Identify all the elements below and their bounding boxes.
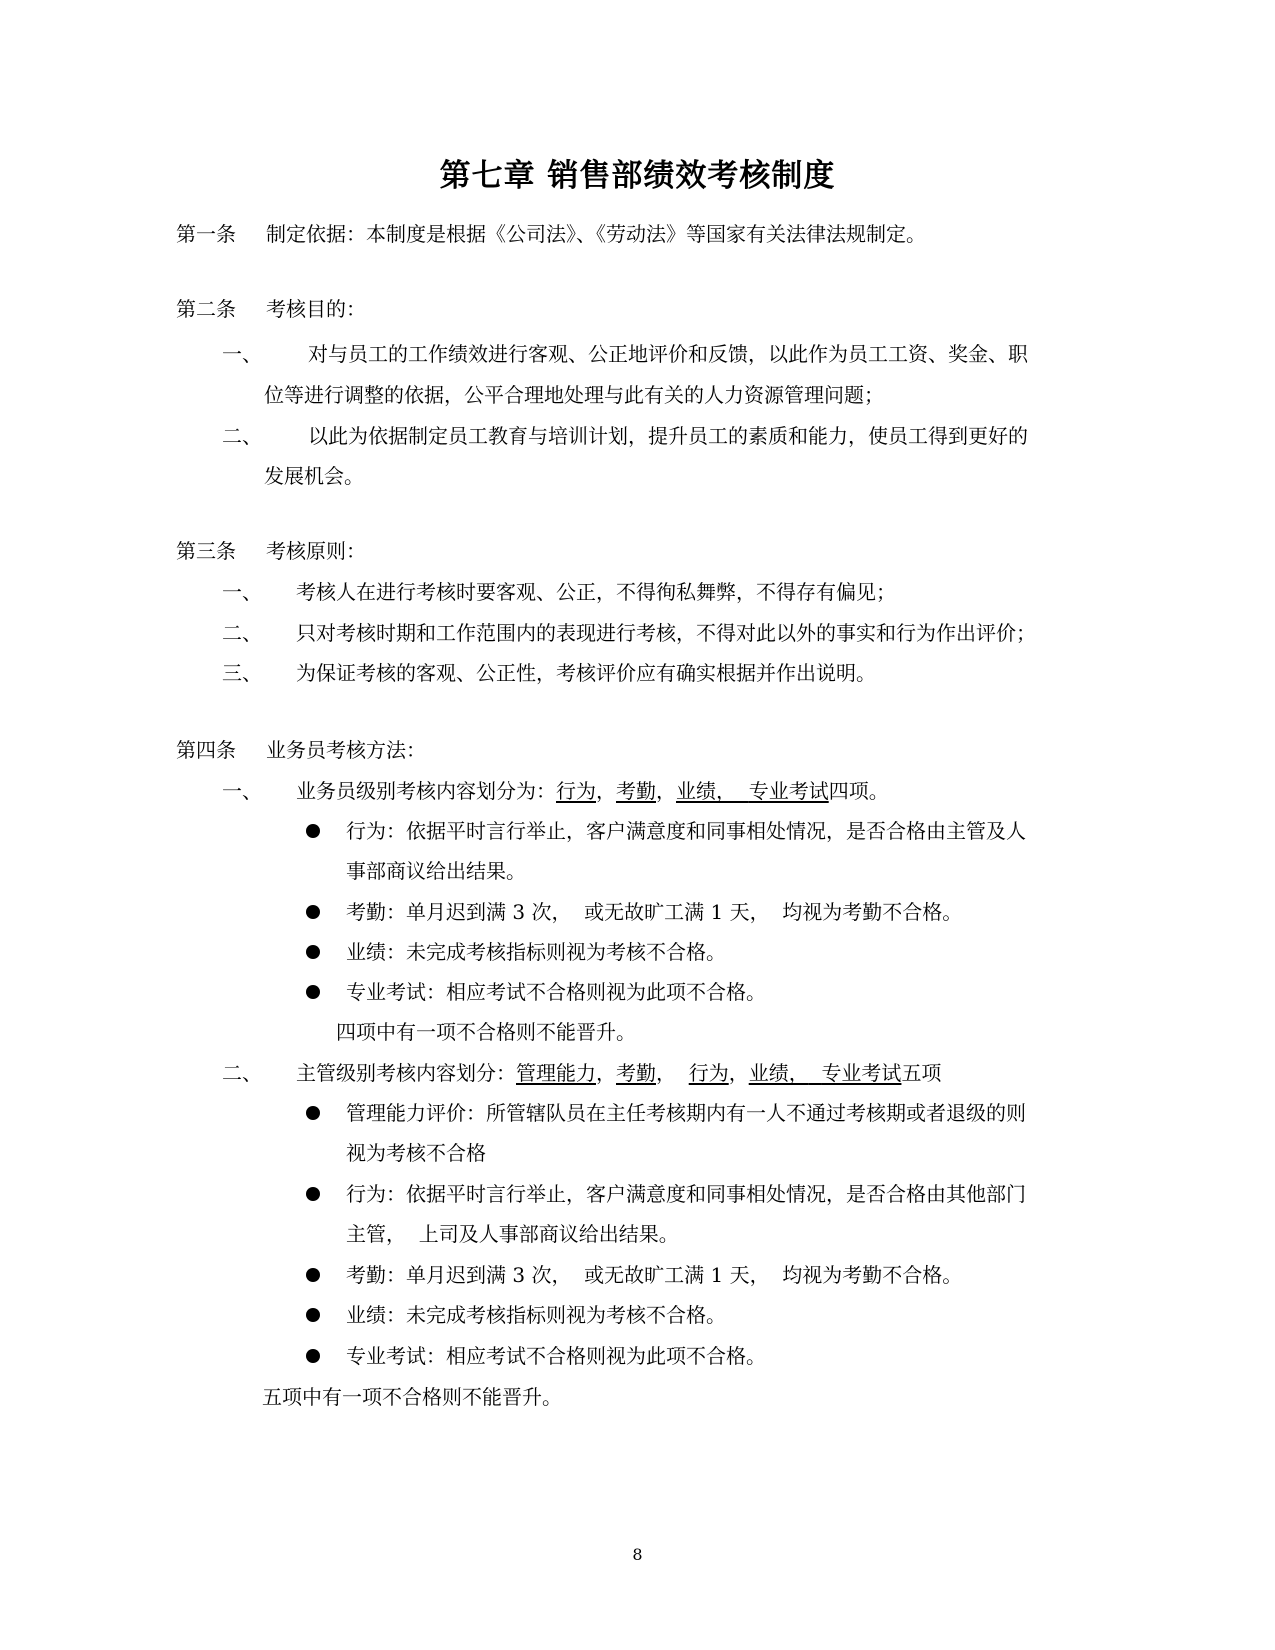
bullet-icon [306,945,320,959]
page-number: 8 [632,1545,643,1564]
section-heading: 业务员级别考核内容划分为：行为，考勤，业绩， 专业考试四项。 [296,779,889,803]
chapter-title: 第七章 销售部绩效考核制度 [439,158,836,194]
bullet-text: 专业考试：相应考试不合格则视为此项不合格。 [346,980,766,1004]
list-label: 一、 [222,342,262,366]
underlined-term: 考勤 [616,779,656,803]
bullet-text: 行为：依据平时言行举止，客户满意度和同事相处情况，是否合格由其他部门 [346,1182,1026,1206]
list-label: 一、 [222,779,262,803]
bullet-text: 行为：依据平时言行举止，客户满意度和同事相处情况，是否合格由主管及人 [346,819,1026,843]
list-label: 二、 [222,1061,262,1085]
bullet-icon [306,1349,320,1363]
section-heading: 主管级别考核内容划分：管理能力，考勤， 行为，业绩， 专业考试五项 [296,1061,942,1085]
bullet-text: 业绩：未完成考核指标则视为考核不合格。 [346,940,726,964]
section-note: 五项中有一项不合格则不能晋升。 [262,1385,562,1409]
bullet-icon [306,985,320,999]
bullet-text: 业绩：未完成考核指标则视为考核不合格。 [346,1303,726,1327]
underlined-term: 业绩， [748,1061,809,1085]
list-item-text: 为保证考核的客观、公正性，考核评价应有确实根据并作出说明。 [296,661,876,685]
list-item-text: 对与员工的工作绩效进行客观、公正地评价和反馈，以此作为员工工资、奖金、职 [308,342,1028,366]
bullet-text: 事部商议给出结果。 [346,859,526,883]
article-number: 第一条 [176,222,236,246]
bullet-text: 主管， 上司及人事部商议给出结果。 [346,1222,679,1246]
underlined-term: 行为 [556,779,596,803]
list-item-text: 考核人在进行考核时要客观、公正，不得徇私舞弊，不得存有偏见； [296,580,896,604]
article-number: 第三条 [176,539,236,563]
section-note: 四项中有一项不合格则不能晋升。 [336,1020,636,1044]
article-text: 考核原则： [266,539,366,563]
bullet-text: 考勤：单月迟到满 3 次， 或无故旷工满 1 天， 均视为考勤不合格。 [346,1263,963,1287]
list-item-text: 发展机会。 [264,464,364,488]
bullet-text: 管理能力评价：所管辖队员在主任考核期内有一人不通过考核期或者退级的则 [346,1101,1026,1125]
bullet-text: 视为考核不合格 [346,1141,486,1165]
list-label: 三、 [222,661,262,685]
underlined-term: 管理能力 [516,1061,596,1085]
bullet-icon [306,1106,320,1120]
bullet-icon [306,1268,320,1282]
bullet-text: 专业考试：相应考试不合格则视为此项不合格。 [346,1344,766,1368]
underlined-term: 专业考试 [748,779,829,803]
list-label: 一、 [222,580,262,604]
list-label: 二、 [222,621,262,645]
article-text: 制定依据：本制度是根据《公司法》、《劳动法》等国家有关法律法规制定。 [266,222,926,246]
article-text: 考核目的： [266,297,366,321]
underlined-term: 考勤 [616,1061,656,1085]
bullet-icon [306,905,320,919]
underlined-term: 业绩， [676,779,736,803]
list-item-text: 只对考核时期和工作范围内的表现进行考核，不得对此以外的事实和行为作出评价； [296,621,1036,645]
bullet-icon [306,1187,320,1201]
article-number: 第四条 [176,738,236,762]
bullet-text: 考勤：单月迟到满 3 次， 或无故旷工满 1 天， 均视为考勤不合格。 [346,900,963,924]
list-item-text: 位等进行调整的依据，公平合理地处理与此有关的人力资源管理问题； [264,383,884,407]
bullet-icon [306,824,320,838]
article-number: 第二条 [176,297,236,321]
underlined-term: 行为 [688,1061,729,1085]
article-text: 业务员考核方法： [266,738,426,762]
bullet-icon [306,1308,320,1322]
underlined-term: 专业考试 [821,1061,902,1085]
list-label: 二、 [222,424,262,448]
list-item-text: 以此为依据制定员工教育与培训计划，提升员工的素质和能力，使员工得到更好的 [308,424,1028,448]
